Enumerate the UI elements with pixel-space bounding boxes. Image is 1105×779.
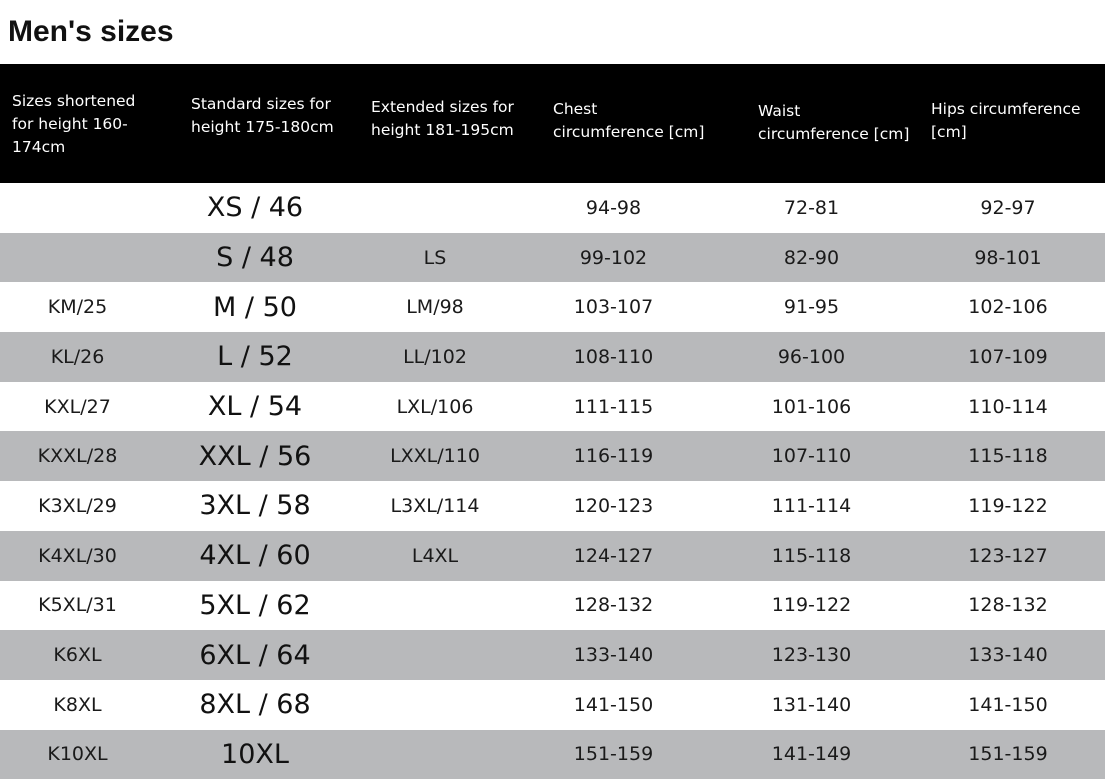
waist-cell: 107-110 bbox=[771, 445, 852, 468]
chest-cell: 124-127 bbox=[573, 544, 654, 567]
shortened-size-cell: K8XL bbox=[53, 693, 102, 716]
table-row bbox=[0, 531, 1105, 581]
standard-size-cell: 4XL / 60 bbox=[199, 540, 311, 572]
extended-size-cell bbox=[355, 680, 515, 730]
shortened-size-cell bbox=[0, 183, 155, 233]
waist-cell: 119-122 bbox=[771, 594, 852, 617]
waist-cell: 72-81 bbox=[783, 196, 840, 219]
waist-cell: 131-140 bbox=[771, 693, 852, 716]
header-shortened-sizes: Sizes shortened for height 160-174cm bbox=[12, 92, 136, 156]
hips-cell: 92-97 bbox=[980, 196, 1036, 219]
hips-cell: 115-118 bbox=[968, 445, 1048, 468]
table-body bbox=[0, 183, 1105, 779]
chest-cell: 133-140 bbox=[573, 644, 654, 667]
waist-cell: 82-90 bbox=[783, 246, 840, 269]
hips-cell: 141-150 bbox=[968, 693, 1048, 716]
waist-cell: 96-100 bbox=[777, 345, 846, 368]
table-header bbox=[0, 64, 1105, 183]
standard-size-cell: XS / 46 bbox=[206, 192, 304, 224]
extended-size-cell: L3XL/114 bbox=[390, 494, 480, 517]
standard-size-cell: M / 50 bbox=[213, 291, 297, 323]
hips-cell: 133-140 bbox=[968, 644, 1048, 667]
extended-size-cell: LL/102 bbox=[403, 345, 467, 368]
table-row bbox=[0, 481, 1105, 531]
table-row bbox=[0, 183, 1105, 233]
header-row bbox=[0, 64, 1105, 183]
hips-cell: 128-132 bbox=[968, 594, 1048, 617]
shortened-size-cell: K4XL/30 bbox=[38, 544, 117, 567]
shortened-size-cell: KM/25 bbox=[47, 296, 108, 319]
standard-size-cell: 5XL / 62 bbox=[199, 589, 311, 621]
header-standard-sizes: Standard sizes for height 175-180cm bbox=[191, 95, 334, 136]
table-row bbox=[0, 233, 1105, 283]
chest-cell: 111-115 bbox=[573, 395, 654, 418]
table-row bbox=[0, 581, 1105, 631]
table-row bbox=[0, 282, 1105, 332]
hips-cell: 119-122 bbox=[968, 494, 1048, 517]
chest-cell: 116-119 bbox=[573, 445, 654, 468]
extended-size-cell: L4XL bbox=[411, 544, 459, 567]
extended-size-cell bbox=[355, 183, 515, 233]
shortened-size-cell: KXL/27 bbox=[44, 395, 111, 418]
hips-cell: 107-109 bbox=[968, 345, 1048, 368]
shortened-size-cell: K3XL/29 bbox=[38, 494, 117, 517]
standard-size-cell: 10XL bbox=[221, 738, 289, 770]
chest-cell: 94-98 bbox=[585, 196, 642, 219]
hips-cell: 110-114 bbox=[968, 395, 1048, 418]
extended-size-cell bbox=[355, 630, 515, 680]
table-row bbox=[0, 730, 1105, 779]
hips-cell: 123-127 bbox=[968, 544, 1048, 567]
standard-size-cell: 6XL / 64 bbox=[199, 639, 311, 671]
chest-cell: 108-110 bbox=[573, 345, 654, 368]
shortened-size-cell bbox=[0, 233, 155, 283]
shortened-size-cell: KXXL/28 bbox=[37, 445, 118, 468]
waist-cell: 111-114 bbox=[771, 494, 852, 517]
hips-cell: 98-101 bbox=[974, 246, 1042, 269]
waist-cell: 101-106 bbox=[771, 395, 852, 418]
header-waist-circumference: Waist circumference [cm] bbox=[758, 102, 910, 143]
table-row bbox=[0, 431, 1105, 481]
page-title: Men's sizes bbox=[8, 15, 174, 48]
chest-cell: 103-107 bbox=[573, 296, 654, 319]
size-chart-table bbox=[0, 64, 1105, 779]
chest-cell: 99-102 bbox=[579, 246, 648, 269]
header-chest-circumference: Chest circumference [cm] bbox=[553, 100, 705, 141]
table-row bbox=[0, 332, 1105, 382]
extended-size-cell: LXXL/110 bbox=[390, 445, 480, 468]
extended-size-cell bbox=[355, 581, 515, 631]
standard-size-cell: 3XL / 58 bbox=[199, 490, 311, 522]
extended-size-cell: LXL/106 bbox=[396, 395, 474, 418]
shortened-size-cell: K5XL/31 bbox=[38, 594, 117, 617]
shortened-size-cell: KL/26 bbox=[50, 345, 105, 368]
standard-size-cell: S / 48 bbox=[216, 242, 294, 274]
standard-size-cell: 8XL / 68 bbox=[199, 689, 311, 721]
chest-cell: 120-123 bbox=[573, 494, 654, 517]
table-row bbox=[0, 630, 1105, 680]
waist-cell: 141-149 bbox=[771, 743, 852, 766]
shortened-size-cell: K10XL bbox=[47, 743, 108, 766]
shortened-size-cell: K6XL bbox=[53, 644, 102, 667]
table-row bbox=[0, 382, 1105, 432]
hips-cell: 102-106 bbox=[968, 296, 1048, 319]
chest-cell: 151-159 bbox=[573, 743, 654, 766]
waist-cell: 115-118 bbox=[771, 544, 852, 567]
header-hips-circumference: Hips circumference [cm] bbox=[931, 100, 1081, 141]
standard-size-cell: XXL / 56 bbox=[198, 440, 312, 472]
extended-size-cell: LS bbox=[423, 246, 447, 269]
standard-size-cell: L / 52 bbox=[217, 341, 293, 373]
chest-cell: 141-150 bbox=[573, 693, 654, 716]
extended-size-cell: LM/98 bbox=[406, 296, 464, 319]
hips-cell: 151-159 bbox=[968, 743, 1048, 766]
chest-cell: 128-132 bbox=[573, 594, 654, 617]
waist-cell: 123-130 bbox=[771, 644, 852, 667]
table-row bbox=[0, 680, 1105, 730]
waist-cell: 91-95 bbox=[783, 296, 840, 319]
extended-size-cell bbox=[355, 730, 515, 779]
standard-size-cell: XL / 54 bbox=[207, 391, 303, 423]
header-extended-sizes: Extended sizes for height 181-195cm bbox=[371, 98, 514, 139]
